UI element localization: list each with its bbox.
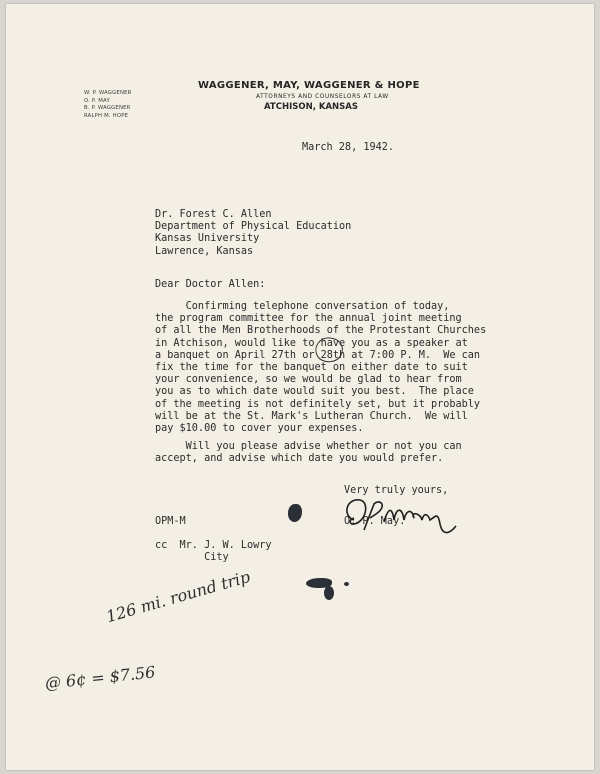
pen-circle-mark: [312, 335, 346, 365]
body-line: of all the Men Brotherhoods of the Protestant Churches: [155, 325, 487, 337]
body-paragraph-1: [155, 301, 486, 435]
cc-line: City: [155, 552, 229, 564]
letter-page: [6, 4, 594, 770]
closing: Very truly yours,: [344, 485, 449, 496]
ink-blot: [288, 504, 302, 522]
partner-name: O. P. MAY: [84, 97, 110, 104]
address-line: Department of Physical Education: [155, 221, 352, 233]
body-line: Will you please advise whether or not you can: [155, 441, 462, 452]
firm-name: WAGGENER, MAY, WAGGENER & HOPE: [198, 80, 420, 91]
cc-block: [155, 540, 272, 564]
letterhead: [198, 80, 428, 112]
typist-initials: OPM-M: [155, 516, 186, 527]
ink-blot: [324, 586, 334, 600]
firm-city: ATCHISON, KANSAS: [264, 102, 358, 112]
body-line: in Atchison, would like to have you as a speaker at: [155, 337, 468, 349]
address-line: Dr. Forest C. Allen: [155, 209, 272, 220]
signature: [340, 490, 470, 542]
address-line: Lawrence, Kansas: [155, 245, 254, 257]
body-line: pay $10.00 to cover your expenses.: [155, 423, 364, 435]
body-line: of the meeting is not definitely set, but it probably: [155, 398, 481, 410]
firm-subtitle: ATTORNEYS AND COUNSELORS AT LAW: [256, 94, 389, 100]
body-line: a banquet on April 27th or 28th at 7:00 P. M. We can: [155, 349, 481, 361]
salutation: Dear Doctor Allen:: [155, 279, 266, 290]
body-line: the program committee for the annual joint meeting: [155, 313, 462, 325]
partner-name: W. P. WAGGENER: [84, 90, 132, 96]
body-line: will be at the St. Mark's Lutheran Church. We will: [155, 410, 468, 422]
handwritten-mileage-note: 126 mi. round trip: [104, 566, 253, 627]
recipient-address: [155, 209, 351, 258]
body-line: Confirming telephone conversation of today,: [155, 301, 450, 312]
body-line: you as to which date would suit you best. The place: [155, 386, 474, 398]
ink-blot: [344, 582, 349, 586]
cc-line: cc Mr. J. W. Lowry: [155, 540, 272, 551]
partner-list: [84, 90, 132, 120]
signer-name: O. P. May.: [344, 516, 406, 527]
body-line: accept, and advise which date you would prefer.: [155, 453, 444, 465]
handwritten-cost-note: @ 6¢ = $7.56: [44, 662, 157, 693]
partner-name: B. P. WAGGENER: [84, 105, 131, 112]
partner-name: RALPH M. HOPE: [84, 112, 129, 119]
letter-date: March 28, 1942.: [302, 142, 395, 153]
address-line: Kansas University: [155, 233, 260, 245]
body-line: your convenience, so we would be glad to hear from: [155, 374, 462, 386]
body-line: fix the time for the banquet on either date to suit: [155, 362, 468, 374]
body-paragraph-2: [155, 441, 462, 465]
